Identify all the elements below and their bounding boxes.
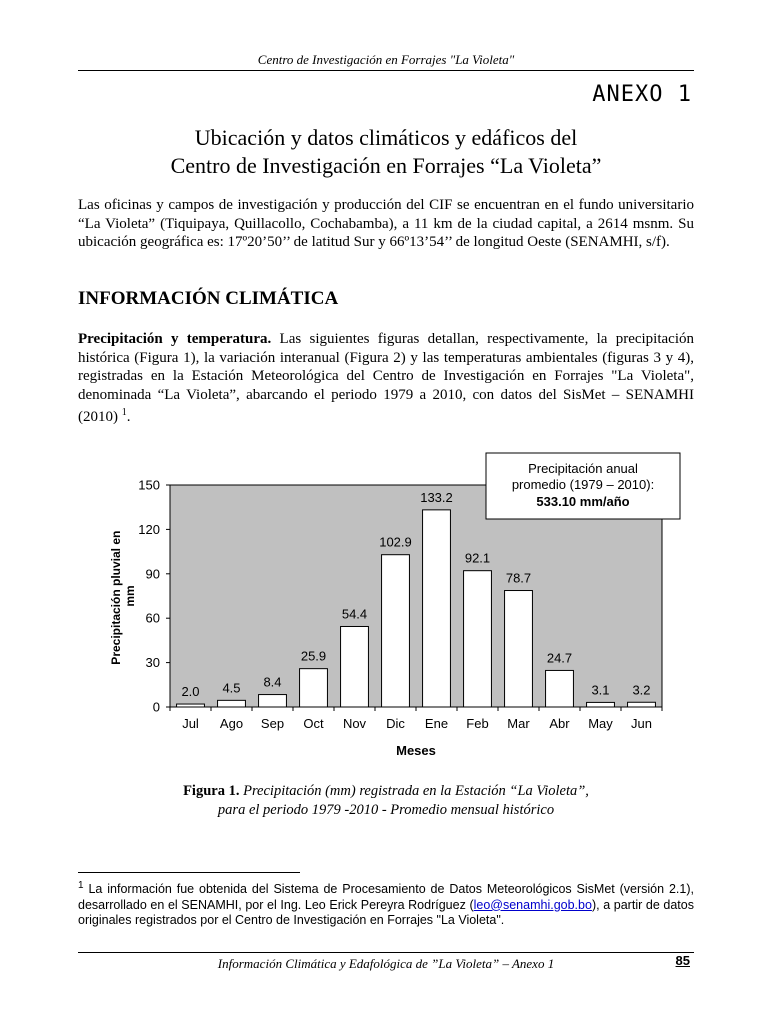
value-label-jun: 3.2	[632, 682, 651, 698]
bar-jun	[628, 702, 656, 707]
x-tick-label-sep: Sep	[260, 716, 285, 731]
x-tick-label-mar: Mar	[507, 716, 530, 731]
x-tick-label-jun: Jun	[631, 716, 652, 731]
bar-nov	[341, 626, 369, 707]
bar-abr	[546, 670, 574, 707]
caption-text-1: Precipitación (mm) registrada en la Estación “La Violeta”,	[239, 783, 589, 799]
value-label-oct: 25.9	[300, 648, 327, 664]
y-tick-label-150: 150	[138, 477, 160, 493]
y-axis-title	[109, 527, 137, 664]
bar-mar	[505, 591, 533, 707]
footnote-ref: 1	[121, 407, 127, 418]
y-axis-title-line-2: mm	[123, 585, 137, 607]
title-line-2: Centro de Investigación en Forrajes “La Violeta”	[170, 153, 602, 178]
bar-dic	[382, 555, 410, 707]
annual-average-annotation	[486, 453, 680, 519]
value-label-jul: 2.0	[181, 684, 200, 700]
value-label-mar: 78.7	[505, 570, 532, 586]
x-tick-label-ene: Ene	[424, 716, 449, 731]
y-tick-label-30: 30	[145, 655, 160, 671]
x-tick-label-oct: Oct	[303, 716, 324, 731]
y-tick-label-120: 120	[138, 521, 160, 537]
section-title: INFORMACIÓN CLIMÁTICA	[78, 288, 339, 309]
precipitation-end: .	[126, 409, 131, 425]
x-axis-title: Meses	[396, 743, 436, 758]
header-rule	[78, 70, 694, 71]
y-axis-title-line-1: Precipitación pluvial en	[109, 530, 123, 665]
precipitation-lead: Precipitación y temperatura.	[78, 331, 272, 347]
annotation-line-1: Precipitación anual	[528, 461, 638, 476]
value-label-abr: 24.7	[546, 650, 573, 666]
bar-sep	[259, 695, 287, 707]
bar-may	[587, 702, 615, 707]
page-title	[78, 124, 694, 180]
bar-jul	[177, 704, 205, 707]
caption-line-2: para el periodo 1979 -2010 - Promedio mensual histórico	[217, 802, 555, 818]
footnote	[78, 878, 694, 929]
y-tick-label-60: 60	[145, 610, 160, 626]
bar-ene	[423, 510, 451, 707]
x-tick-label-abr: Abr	[549, 716, 570, 731]
precipitation-body: Las siguientes figuras detallan, respectivamente, la precipitación histórica (Figura 1), la variación interanual (Figura 2) y las temperaturas ambientales (figuras 3 y 4), registradas en la Estación Meteorológica del Centro de Investigación en Forrajes "La Violeta", denominada “La Violeta”, abarcando el periodo 1979 a 2010, con datos del SisMet – SENAMHI (2010)	[78, 331, 694, 425]
x-tick-label-ago: Ago	[219, 716, 244, 731]
annotation-line-2: promedio (1979 – 2010):	[511, 477, 655, 492]
footnote-text-2: ), a partir de datos originales registrados por el Centro de Investigación en Forrajes "La Violeta".	[78, 897, 694, 928]
running-footer: Información Climática y Edafológica de ”La Violeta” – Anexo 1	[217, 956, 555, 971]
y-tick-label-90: 90	[145, 566, 160, 582]
bar-feb	[464, 571, 492, 707]
value-label-nov: 54.4	[341, 606, 368, 622]
page-number: 85	[675, 953, 690, 968]
value-label-dic: 102.9	[379, 534, 412, 550]
annotation-line-3: 533.10 mm/año	[536, 494, 630, 509]
footnote-email-link[interactable]: leo@senamhi.gob.bo	[473, 897, 592, 912]
caption-label: Figura 1.	[183, 783, 240, 799]
bar-oct	[300, 669, 328, 707]
bar-ago	[218, 700, 246, 707]
footnote-rule	[78, 872, 300, 873]
precipitation-paragraph	[78, 330, 694, 427]
x-tick-label-feb: Feb	[466, 716, 489, 731]
value-label-ene: 133.2	[420, 489, 453, 505]
x-tick-label-dic: Dic	[386, 716, 405, 731]
footnote-number: 1	[78, 880, 84, 891]
value-label-feb: 92.1	[464, 550, 491, 566]
caption-line-1	[78, 782, 694, 801]
x-tick-label-jul: Jul	[182, 716, 199, 731]
y-tick-label-0: 0	[152, 699, 160, 715]
value-label-ago: 4.5	[222, 680, 241, 696]
value-label-may: 3.1	[591, 682, 610, 698]
footer-rule	[78, 952, 694, 953]
value-label-sep: 8.4	[263, 674, 282, 690]
x-tick-label-may: May	[588, 716, 613, 731]
x-tick-label-nov: Nov	[342, 716, 367, 731]
figure-caption	[78, 782, 694, 820]
precipitation-bar-chart	[100, 448, 690, 768]
intro-paragraph: Las oficinas y campos de investigación y producción del CIF se encuentran en el fundo universitario “La Violeta” (Tiquipaya, Quillacollo, Cochabamba), a 11 km de la ciudad capital, a 2614 msnm. Su ubicación geográfica es: 17º20’50’’ de latitud Sur y 66º13’54’’ de longitud Oeste (SENAMHI, s/f).	[78, 197, 694, 250]
annex-label: ANEXO 1	[592, 82, 692, 107]
running-header: Centro de Investigación en Forrajes "La Violeta"	[257, 52, 515, 67]
footnote-text-1: La información fue obtenida del Sistema de Procesamiento de Datos Meteorológicos SisMet (versión 2.1), desarrollado en el SENAMHI, por el Ing. Leo Erick Pereyra Rodríguez (	[78, 882, 694, 912]
title-line-1: Ubicación y datos climáticos y edáficos del	[194, 125, 578, 150]
